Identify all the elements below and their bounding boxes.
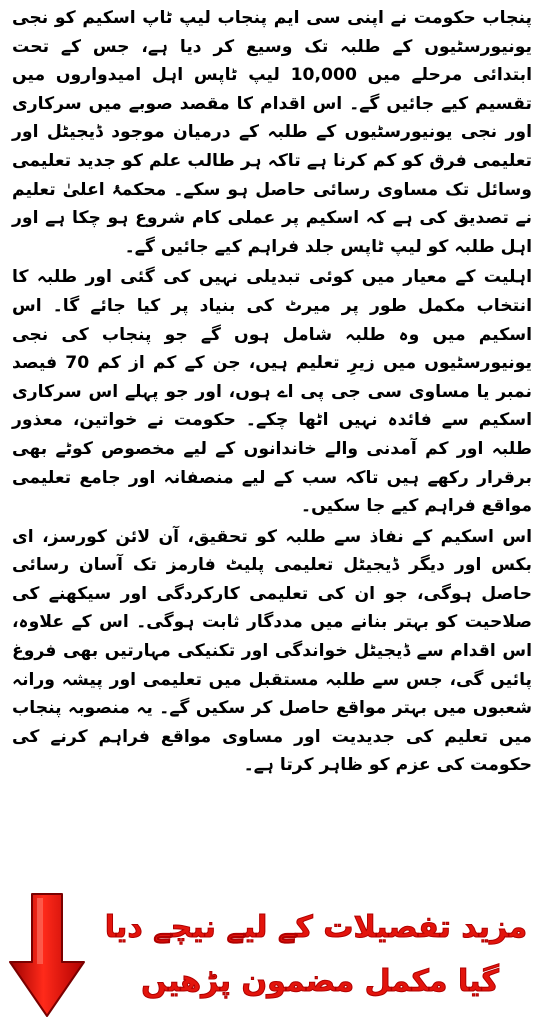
article-paragraph-3: اس اسکیم کے نفاذ سے طلبہ کو تحقیق، آن لائن کورسز، ای بکس اور دیگر ڈیجیٹل تعلیمی پلیٹ فارمز تک آسان رسائی حاصل ہوگی، جو ان کی تعلیمی کارکردگی اور سیکھنے کی صلاحیت کو بہتر بنانے میں مددگار ثابت ہوگی۔ اس کے علاوہ، اس اقدام سے ڈیجیٹل خواندگی اور تکنیکی مہارتیں بھی فروغ پائیں گی، جس سے طلبہ مستقبل میں تعلیمی اور پیشہ ورانہ شعبوں میں بہتر مواقع حاصل کر سکیں گے۔ یہ منصوبہ پنجاب میں تعلیم کی جدیدیت اور مساوی مواقع فراہم کرنے کی حکومت کی عزم کو ظاہر کرتا ہے۔: [12, 526, 532, 776]
read-more-text-line-2[interactable]: گیا مکمل مضمون پڑھیں: [141, 964, 499, 999]
article-body: [12, 4, 532, 780]
read-more-banner[interactable]: [0, 888, 546, 1024]
article-paragraph-2: اہلیت کے معیار میں کوئی تبدیلی نہیں کی گئی اور طلبہ کا انتخاب مکمل طور پر میرٹ کی بنیاد پر کیا جائے گا۔ اس اسکیم میں وہ طلبہ شامل ہوں گے جو پنجاب کی نجی یونیورسٹیوں میں زیرِ تعلیم ہیں، جن کے کم از کم 70 فیصد نمبر یا مساوی سی جی پی اے ہوں، اور جو پہلے اس سرکاری اسکیم سے فائدہ نہیں اٹھا چکے۔ حکومت نے خواتین، معذور طلبہ اور کم آمدنی والے خاندانوں کے لیے مخصوص کوٹے بھی برقرار رکھے ہیں تاکہ سب کے لیے منصفانہ اور جامع تعلیمی مواقع فراہم کیے جا سکیں۔: [12, 267, 532, 517]
arrow-down-icon: [8, 892, 86, 1018]
read-more-text-line-1[interactable]: مزید تفصیلات کے لیے نیچے دیا: [104, 910, 528, 945]
article-paragraph-1: پنجاب حکومت نے اپنی سی ایم پنجاب لیپ ٹاپ اسکیم کو نجی یونیورسٹیوں کے طلبہ تک وسیع کر دیا ہے، جس کے تحت ابتدائی مرحلے میں 10,000 لیپ ٹاپس اہل امیدواروں میں تقسیم کیے جائیں گے۔ اس اقدام کا مقصد صوبے میں سرکاری اور نجی یونیورسٹیوں کے طلبہ کے درمیان موجود ڈیجیٹل اور تعلیمی فرق کو کم کرنا ہے تاکہ ہر طالب علم کو جدید تعلیمی وسائل تک مساوی رسائی حاصل ہو سکے۔ محکمۂ اعلیٰ تعلیم نے تصدیق کی ہے کہ اسکیم پر عملی کام شروع ہو چکا ہے اور اہل طلبہ کو لیپ ٹاپس جلد فراہم کیے جائیں گے۔: [12, 8, 533, 257]
